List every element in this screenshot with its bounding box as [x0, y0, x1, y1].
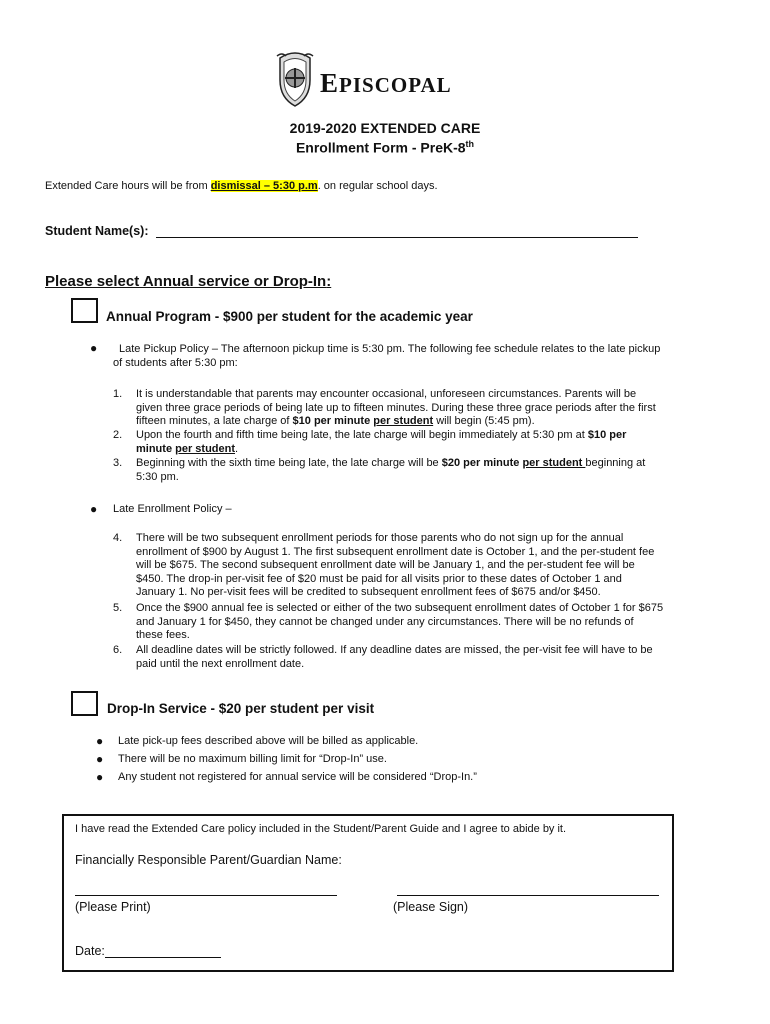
annual-program-title: Annual Program - $900 per student for the academic year [106, 309, 473, 324]
print-label: (Please Print) [75, 900, 151, 914]
sign-label: (Please Sign) [393, 900, 469, 914]
item-number: 3. [113, 457, 123, 469]
student-name-label: Student Name(s): [45, 224, 149, 238]
bullet-icon: ● [96, 752, 104, 766]
item-number: 6. [113, 644, 123, 656]
select-heading: Please select Annual service or Drop-In: [45, 273, 332, 290]
item-number: 5. [113, 602, 123, 614]
policy-item-1: It is understandable that parents may encounter occasional, unforeseen circumstances. Parents will be given three grace periods of being late up to fifteen minutes. During these three grace periods after the first fifteen minutes, a late charge of $10 per minute per student will begin (5:45 pm). [136, 388, 656, 427]
agreement-box [62, 814, 674, 972]
bullet-icon: ● [90, 502, 98, 516]
signature-field[interactable] [397, 894, 659, 896]
school-name: EPISCOPAL [320, 68, 452, 98]
item-number: 4. [113, 532, 123, 544]
parent-name-label: Financially Responsible Parent/Guardian Name: [75, 853, 342, 867]
list-item: There will be no maximum billing limit for “Drop-In” use. [118, 753, 387, 765]
policy-item-4: There will be two subsequent enrollment periods for those parents who do not sign up for the annual enrollment of $900 by August 1. The first subsequent enrollment date is October 1, and the per-student fee will be $675. The second subsequent enrollment date will be January 1, and the per-student fee will be $450. The drop-in per-visit fee of $20 must be paid for all visits prior to these dates of October 1 and January 1. No per-visit fees will be credited to subsequent enrollment fees of $675 and/or $450. [136, 532, 655, 598]
print-name-field[interactable] [75, 894, 337, 896]
student-name-row [45, 224, 638, 238]
policy-item-6: All deadline dates will be strictly followed. If any deadline dates are missed, the per-visit fee will have to be paid until the next enrollment date. [136, 644, 653, 670]
date-label: Date: [75, 944, 105, 958]
drop-in-checkbox[interactable] [71, 691, 98, 716]
date-field[interactable] [105, 945, 221, 958]
student-name-field[interactable] [156, 225, 638, 238]
bullet-icon: ● [96, 770, 104, 784]
agreement-statement: I have read the Extended Care policy included in the Student/Parent Guide and I agree to abide by it. [75, 823, 567, 835]
policy-item-3: Beginning with the sixth time being late, the late charge will be $20 per minute per student beginning at 5:30 pm. [136, 457, 646, 483]
bullet-icon: ● [96, 734, 104, 748]
list-item: Any student not registered for annual service will be considered “Drop-In.” [118, 771, 477, 783]
page-subtitle: Enrollment Form - PreK-8th [295, 139, 475, 156]
hours-statement: Extended Care hours will be from dismissal – 5:30 p.m. on regular school days. [45, 180, 438, 192]
date-row [75, 944, 221, 958]
policy-item-5: Once the $900 annual fee is selected or either of the two subsequent enrollment dates of October 1 for $675 and January 1 for $450, they cannot be changed under any circumstances. There will be no refunds of these fees. [136, 602, 664, 641]
list-item: Late pick-up fees described above will be billed as applicable. [118, 735, 419, 747]
late-enrollment-policy: Late Enrollment Policy – [113, 503, 232, 515]
item-number: 1. [113, 388, 123, 400]
page-title: 2019-2020 EXTENDED CARE [289, 120, 481, 136]
late-pickup-policy: Late Pickup Policy – The afternoon pickup time is 5:30 pm. The following fee schedule relates to the late pickup of students after 5:30 pm: [113, 343, 661, 369]
item-number: 2. [113, 429, 123, 441]
school-logo [270, 50, 470, 110]
school-crest-icon [274, 50, 316, 108]
bullet-icon: ● [90, 341, 98, 355]
hours-highlight: dismissal – 5:30 p.m [210, 180, 318, 192]
annual-program-checkbox[interactable] [71, 298, 98, 323]
policy-item-2: Upon the fourth and fifth time being late, the late charge will begin immediately at 5:30 pm at $10 per minute per student. [136, 429, 627, 455]
drop-in-title: Drop-In Service - $20 per student per visit [107, 701, 375, 716]
